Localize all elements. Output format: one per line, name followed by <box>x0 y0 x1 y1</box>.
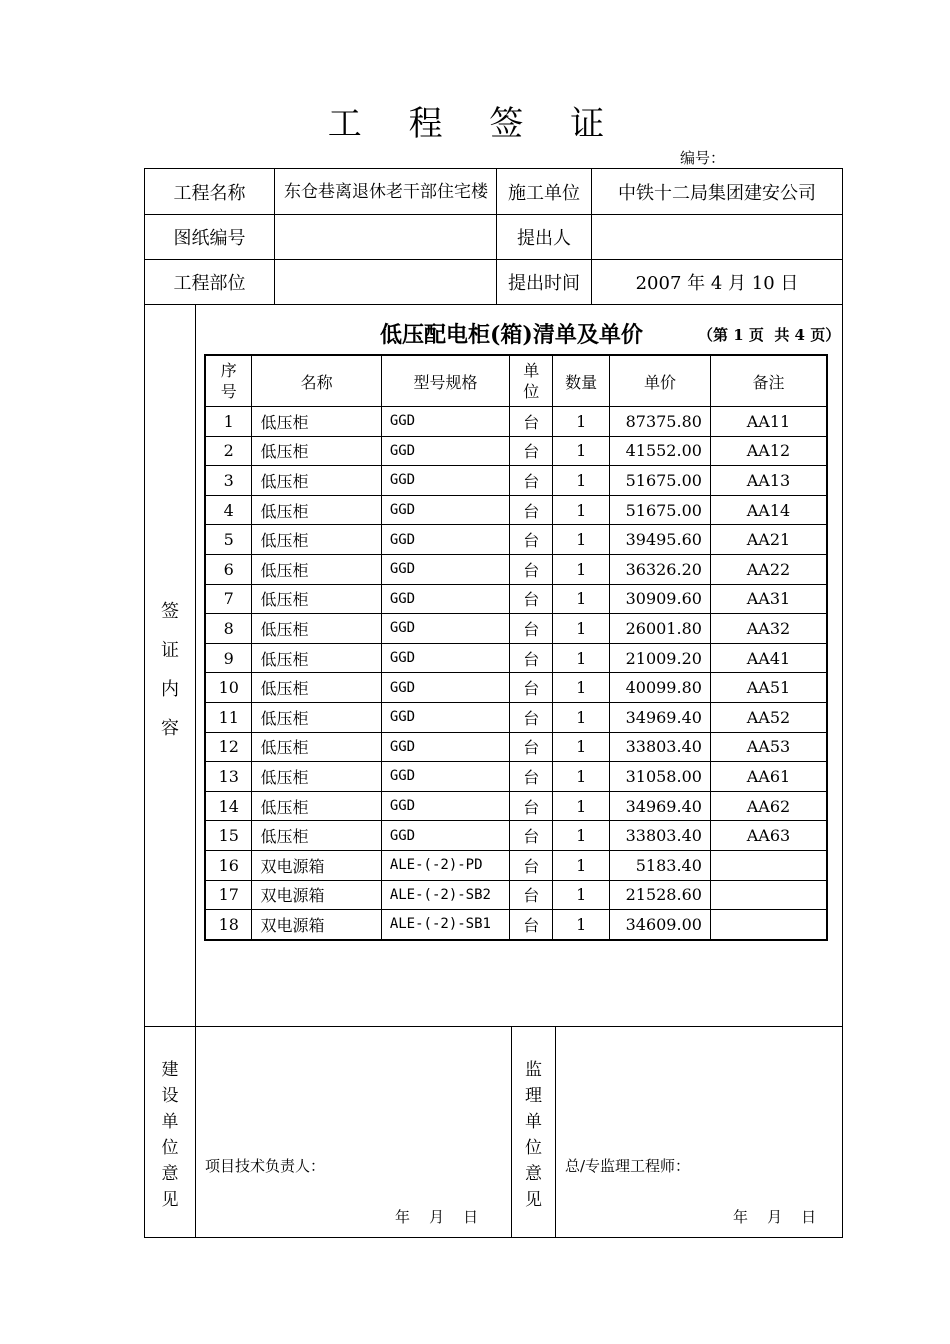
table-row <box>205 495 827 525</box>
cell-quantity: 1 <box>553 762 610 792</box>
cell-model: GGD <box>381 554 510 584</box>
owner-opinion-label-char: 见 <box>161 1190 179 1210</box>
cell-unit-price: 33803.40 <box>610 732 711 762</box>
cell-unit-price: 31058.00 <box>610 762 711 792</box>
cell-unit: 台 <box>510 584 553 614</box>
content-label-char: 签 <box>161 601 179 622</box>
table-row <box>205 762 827 792</box>
cell-name: 低压柜 <box>252 673 381 703</box>
cell-unit-price: 39495.60 <box>610 525 711 555</box>
cell-index: 4 <box>205 495 252 525</box>
drawing-number-value <box>275 215 496 259</box>
cell-model: GGD <box>381 525 510 555</box>
cell-unit: 台 <box>510 554 553 584</box>
row-line-4 <box>144 1026 843 1027</box>
cell-unit-price: 87375.80 <box>610 407 711 437</box>
cell-unit: 台 <box>510 407 553 437</box>
cell-unit-price: 21009.20 <box>610 643 711 673</box>
cell-remarks: AA13 <box>710 466 827 496</box>
table-row <box>205 466 827 496</box>
table-row <box>205 850 827 880</box>
owner-opinion-label-char: 意 <box>161 1164 179 1184</box>
cell-model: GGD <box>381 407 510 437</box>
content-label-char: 内 <box>161 679 179 700</box>
table-row <box>205 791 827 821</box>
cell-unit: 台 <box>510 525 553 555</box>
cell-quantity: 1 <box>553 880 610 910</box>
owner-sign-date: 年 月 日 <box>395 1208 479 1226</box>
cell-index: 7 <box>205 584 252 614</box>
cell-remarks: AA12 <box>710 436 827 466</box>
cell-name: 低压柜 <box>252 407 381 437</box>
cell-name: 双电源箱 <box>252 910 381 940</box>
cell-unit-price: 21528.60 <box>610 880 711 910</box>
table-row <box>205 702 827 732</box>
supervisor-opinion-label-char: 理 <box>525 1086 542 1106</box>
cell-unit-price: 34969.40 <box>610 702 711 732</box>
owner-opinion-label-char: 设 <box>161 1086 179 1106</box>
cell-index: 18 <box>205 910 252 940</box>
cell-index: 6 <box>205 554 252 584</box>
cell-quantity: 1 <box>553 407 610 437</box>
contractor-value: 中铁十二局集团建安公司 <box>618 182 816 204</box>
cell-quantity: 1 <box>553 436 610 466</box>
cell-index: 2 <box>205 436 252 466</box>
cell-unit-price: 51675.00 <box>610 495 711 525</box>
proposal-date-label: 提出时间 <box>508 273 580 294</box>
table-row <box>205 436 827 466</box>
cell-name: 低压柜 <box>252 702 381 732</box>
cell-remarks: AA41 <box>710 643 827 673</box>
cell-index: 3 <box>205 466 252 496</box>
table-body <box>205 407 827 940</box>
content-label <box>145 580 195 760</box>
cell-model: GGD <box>381 643 510 673</box>
table-row <box>205 584 827 614</box>
cell-unit-price: 26001.80 <box>610 614 711 644</box>
cell-remarks <box>710 850 827 880</box>
cell-name: 双电源箱 <box>252 850 381 880</box>
cell-remarks <box>710 880 827 910</box>
cell-model: GGD <box>381 791 510 821</box>
table-row <box>205 880 827 910</box>
content-label-char: 容 <box>161 718 179 739</box>
cell-unit-price: 34969.40 <box>610 791 711 821</box>
cell-name: 低压柜 <box>252 791 381 821</box>
cell-name: 低压柜 <box>252 466 381 496</box>
row-line-3 <box>144 304 843 305</box>
supervisor-opinion-label-char: 监 <box>525 1060 542 1080</box>
supervisor-sign-date: 年 月 日 <box>733 1208 817 1226</box>
document-title: 工 程 签 证 <box>327 104 623 144</box>
column-header-model: 型号规格 <box>381 355 510 407</box>
cell-unit: 台 <box>510 850 553 880</box>
cell-remarks: AA11 <box>710 407 827 437</box>
column-header-index: 序号 <box>205 355 252 407</box>
cell-remarks: AA21 <box>710 525 827 555</box>
project-name-value: 东仓巷离退休老干部住宅楼 <box>284 181 488 202</box>
cell-unit-price: 51675.00 <box>610 466 711 496</box>
cell-unit: 台 <box>510 614 553 644</box>
document-number-label: 编号： <box>680 149 726 167</box>
cell-name: 低压柜 <box>252 554 381 584</box>
supervisor-signer-label: 总/专监理工程师： <box>565 1157 691 1175</box>
cell-model: GGD <box>381 821 510 851</box>
cell-unit: 台 <box>510 762 553 792</box>
table-row <box>205 554 827 584</box>
cell-unit: 台 <box>510 821 553 851</box>
cell-index: 15 <box>205 821 252 851</box>
cell-index: 8 <box>205 614 252 644</box>
cell-quantity: 1 <box>553 702 610 732</box>
cell-index: 10 <box>205 673 252 703</box>
frame-bottom-line <box>144 1237 843 1238</box>
cell-quantity: 1 <box>553 910 610 940</box>
owner-opinion-label-char: 建 <box>161 1060 179 1080</box>
cell-name: 低压柜 <box>252 643 381 673</box>
cell-model: GGD <box>381 584 510 614</box>
cell-index: 11 <box>205 702 252 732</box>
drawing-number-label: 图纸编号 <box>173 228 246 249</box>
cell-model: GGD <box>381 673 510 703</box>
cell-unit: 台 <box>510 673 553 703</box>
cell-unit: 台 <box>510 495 553 525</box>
cell-unit-price: 5183.40 <box>610 850 711 880</box>
table-row <box>205 821 827 851</box>
proposer-label: 提出人 <box>517 228 571 249</box>
cell-unit: 台 <box>510 910 553 940</box>
cell-remarks <box>710 910 827 940</box>
project-part-label: 工程部位 <box>173 273 246 294</box>
label-col-line <box>195 304 196 1238</box>
cell-model: GGD <box>381 702 510 732</box>
cell-model: GGD <box>381 495 510 525</box>
cell-quantity: 1 <box>553 466 610 496</box>
cell-unit: 台 <box>510 880 553 910</box>
cell-index: 5 <box>205 525 252 555</box>
cell-unit: 台 <box>510 732 553 762</box>
cell-index: 16 <box>205 850 252 880</box>
project-part-value <box>275 260 496 304</box>
cell-name: 低压柜 <box>252 525 381 555</box>
cell-name: 双电源箱 <box>252 880 381 910</box>
cell-remarks: AA14 <box>710 495 827 525</box>
supervisor-opinion-label-char: 位 <box>525 1138 542 1158</box>
cell-quantity: 1 <box>553 732 610 762</box>
column-header-remarks: 备注 <box>710 355 827 407</box>
cell-index: 17 <box>205 880 252 910</box>
owner-signer-label: 项目技术负责人： <box>205 1157 326 1175</box>
cell-unit-price: 34609.00 <box>610 910 711 940</box>
cell-model: ALE-(-2)-PD <box>381 850 510 880</box>
list-title: 低压配电柜(箱)清单及单价 <box>380 322 643 348</box>
cell-remarks: AA22 <box>710 554 827 584</box>
cell-model: GGD <box>381 762 510 792</box>
cell-remarks: AA51 <box>710 673 827 703</box>
cell-quantity: 1 <box>553 495 610 525</box>
cell-quantity: 1 <box>553 525 610 555</box>
cell-unit-price: 40099.80 <box>610 673 711 703</box>
cell-name: 低压柜 <box>252 495 381 525</box>
cell-unit-price: 41552.00 <box>610 436 711 466</box>
cell-model: ALE-(-2)-SB1 <box>381 910 510 940</box>
column-header-unit-price: 单价 <box>610 355 711 407</box>
project-name-label: 工程名称 <box>173 182 246 204</box>
column-header-unit: 单位 <box>510 355 553 407</box>
cell-model: GGD <box>381 436 510 466</box>
supervisor-opinion-label-char: 单 <box>525 1112 542 1132</box>
column-header-name: 名称 <box>252 355 381 407</box>
cell-remarks: AA62 <box>710 791 827 821</box>
cell-quantity: 1 <box>553 554 610 584</box>
cell-quantity: 1 <box>553 584 610 614</box>
cell-quantity: 1 <box>553 614 610 644</box>
cell-unit-price: 33803.40 <box>610 821 711 851</box>
cell-quantity: 1 <box>553 850 610 880</box>
cell-name: 低压柜 <box>252 762 381 792</box>
page-info: （第 1 页 共 4 页） <box>698 326 841 344</box>
cell-quantity: 1 <box>553 643 610 673</box>
frame-right-line <box>842 168 843 1238</box>
cell-index: 1 <box>205 407 252 437</box>
cell-remarks: AA52 <box>710 702 827 732</box>
cell-remarks: AA53 <box>710 732 827 762</box>
column-header-quantity: 数量 <box>553 355 610 407</box>
cell-remarks: AA63 <box>710 821 827 851</box>
owner-opinion-label-char: 位 <box>161 1138 179 1158</box>
table-row <box>205 910 827 940</box>
cell-name: 低压柜 <box>252 436 381 466</box>
price-list-table <box>204 354 828 941</box>
table-row <box>205 643 827 673</box>
supervisor-opinion-label-char: 意 <box>525 1164 542 1184</box>
supervisor-opinion-label <box>512 1055 555 1215</box>
cell-name: 低压柜 <box>252 821 381 851</box>
cell-model: GGD <box>381 732 510 762</box>
table-row <box>205 732 827 762</box>
proposer-value <box>592 215 842 259</box>
cell-unit: 台 <box>510 702 553 732</box>
table-row <box>205 407 827 437</box>
cell-model: GGD <box>381 614 510 644</box>
cell-index: 14 <box>205 791 252 821</box>
owner-opinion-label-char: 单 <box>161 1112 179 1132</box>
cell-index: 9 <box>205 643 252 673</box>
contractor-label: 施工单位 <box>508 182 580 204</box>
cell-remarks: AA32 <box>710 614 827 644</box>
table-header-row <box>205 355 827 407</box>
table-row <box>205 673 827 703</box>
table-row <box>205 525 827 555</box>
table-row <box>205 614 827 644</box>
cell-model: ALE-(-2)-SB2 <box>381 880 510 910</box>
cell-index: 13 <box>205 762 252 792</box>
opinion-col-line-2 <box>555 1026 556 1238</box>
cell-quantity: 1 <box>553 791 610 821</box>
cell-unit: 台 <box>510 643 553 673</box>
proposal-date-value: 2007 年 4 月 10 日 <box>635 273 799 294</box>
cell-name: 低压柜 <box>252 584 381 614</box>
cell-unit: 台 <box>510 466 553 496</box>
cell-remarks: AA61 <box>710 762 827 792</box>
cell-unit-price: 36326.20 <box>610 554 711 584</box>
cell-unit: 台 <box>510 791 553 821</box>
supervisor-opinion-label-char: 见 <box>525 1190 542 1210</box>
owner-opinion-label <box>145 1055 195 1215</box>
cell-index: 12 <box>205 732 252 762</box>
content-label-char: 证 <box>161 640 179 661</box>
cell-remarks: AA31 <box>710 584 827 614</box>
cell-unit-price: 30909.60 <box>610 584 711 614</box>
cell-quantity: 1 <box>553 673 610 703</box>
cell-name: 低压柜 <box>252 614 381 644</box>
cell-name: 低压柜 <box>252 732 381 762</box>
cell-model: GGD <box>381 466 510 496</box>
cell-quantity: 1 <box>553 821 610 851</box>
cell-unit: 台 <box>510 436 553 466</box>
